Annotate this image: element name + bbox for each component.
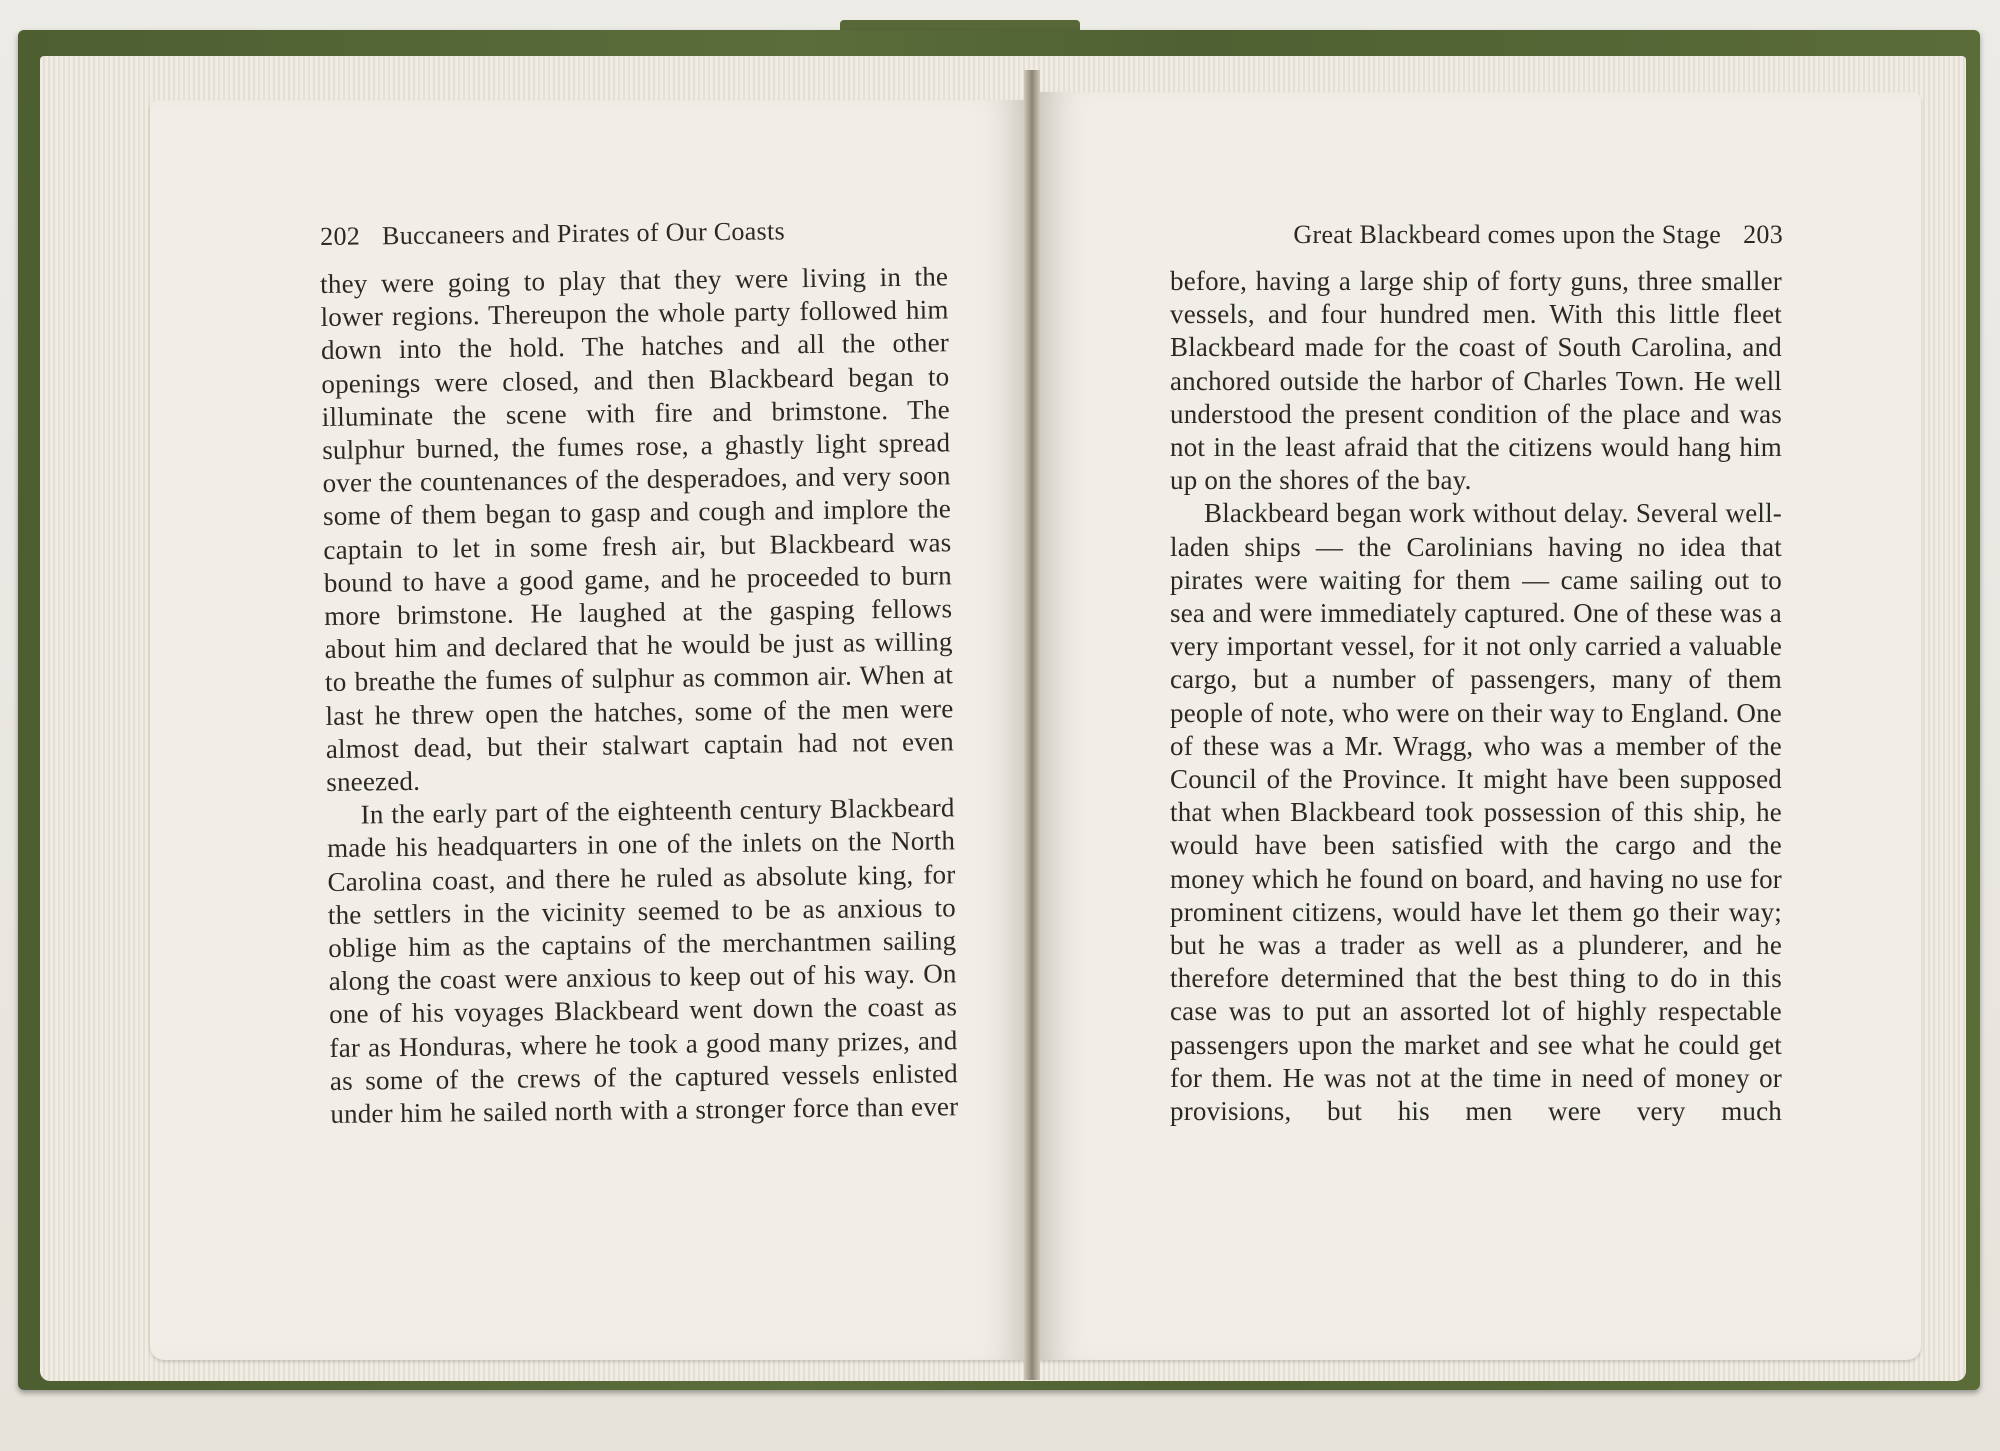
left-page-number: 202 [320, 221, 361, 251]
book-gutter [1024, 70, 1040, 1380]
left-paragraph-1: they were going to play that they were living in the lower regions. Thereupon the whole party followed him down into the hold. The hatches and all the other openings were closed, and then Blackbeard began to illuminate the scene with fire and brimstone. The sulphur burned, the fumes rose, a ghastly light spread over the countenances of the desperadoes, and very soon some of them began to gasp and cough and implore the captain to let in some fresh air, but Blackbeard was bound to have a good game, and he proceeded to burn more brimstone. He laughed at the gasping fellows about him and declared that he would be just as willing to breathe the fumes of sulphur as common air. When at last he threw open the hatches, some of the men were almost dead, but their stalwart captain had not even sneezed. [320, 261, 955, 798]
right-paragraph-1: before, having a large ship of forty guns, three smaller vessels, and four hundred men. With this little fleet Blackbeard made for the coast of South Carolina, and anchored outside the harbor of Charles Town. He well understood the present condition of the place and was not in the least afraid that the citizens would hang him up on the shores of the bay. [1170, 266, 1782, 496]
left-paragraph-2: In the early part of the eighteenth century Blackbeard made his headquarters in one of the inlets on the North Carolina coast, and there he ruled as absolute king, for the settlers in the vicinity seemed to be as anxious to oblige him as the captains of the merchantmen sailing along the coast were anxious to keep out of his way. On one of his voyages Blackbeard went down the coast as far as Honduras, where he took a good many prizes, and as some of the crews of the captured vessels enlisted under him he sailed north with a stronger force than ever [326, 792, 959, 1130]
right-running-head: Great Blackbeard comes upon the Stage [1293, 220, 1722, 249]
left-page-body [320, 260, 958, 1131]
right-page-number: 203 [1743, 220, 1783, 249]
right-running-header [1218, 220, 1783, 250]
right-page-body [1170, 265, 1782, 1128]
right-paragraph-2: Blackbeard began work without delay. Several well-laden ships — the Carolinians having no idea that pirates were waiting for them — came sailing out to sea and were immediately captured. One of these was a very important vessel, for it not only carried a valuable cargo, but a number of passengers, many of them people of note, who were on their way to England. One of these was a Mr. Wragg, who was a member of the Council of the Province. It might have been supposed that when Blackbeard took possession of this ship, he would have been satisfied with the cargo and the money which he found on board, and having no use for prominent citizens, would have let them go their way; but he was a trader as well as a plunderer, and he therefore determined that the best thing to do in this case was to put an assorted lot of highly respectable passengers upon the market and see what he could get for them. He was not at the time in need of money or provisions, but his men were very much [1170, 498, 1782, 1127]
left-running-head: Buccaneers and Pirates of Our Coasts [381, 216, 786, 251]
